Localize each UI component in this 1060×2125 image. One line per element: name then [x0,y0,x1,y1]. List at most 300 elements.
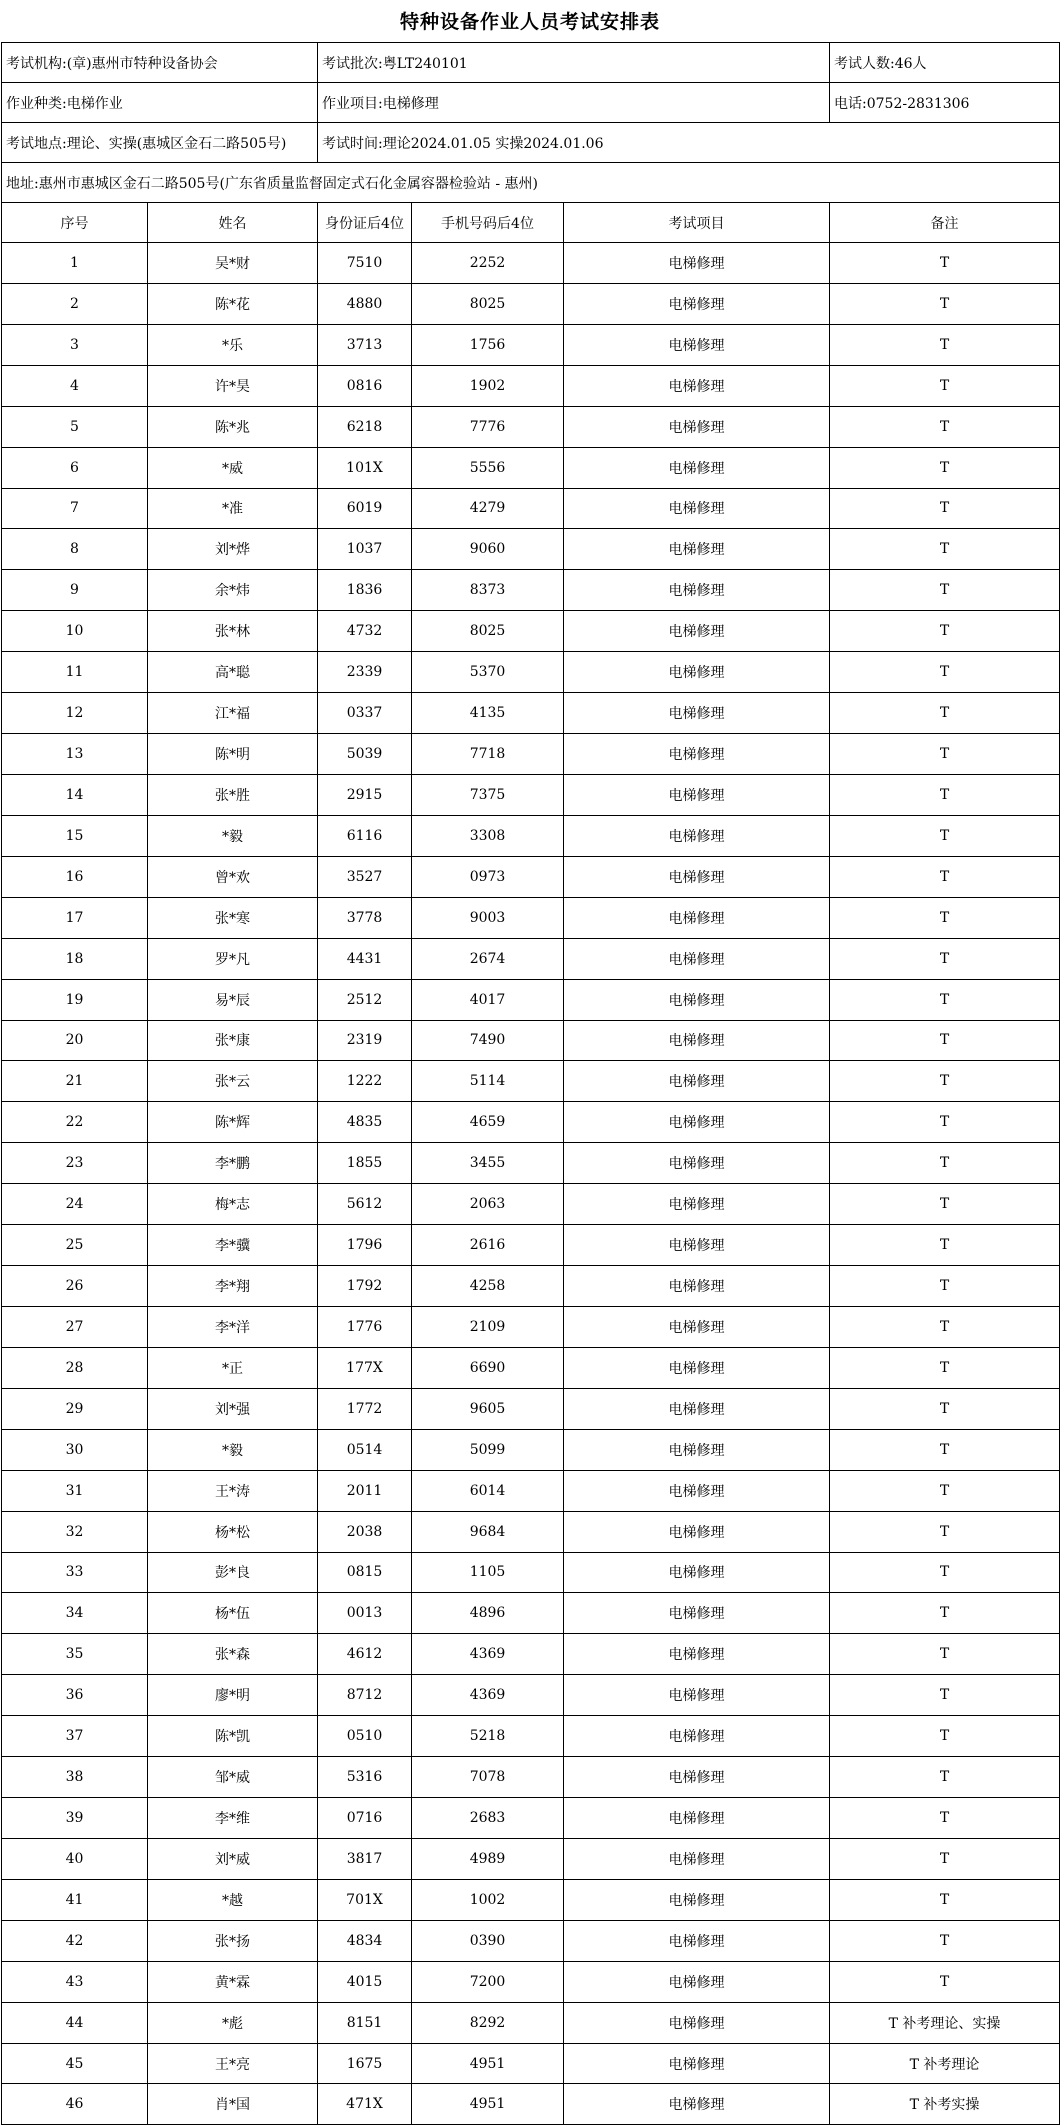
row-phone-last4: 9605 [412,1388,564,1429]
row-no: 42 [2,1920,148,1961]
table-row [2,1552,1060,1593]
row-phone-last4: 2683 [412,1798,564,1839]
table-row [2,1920,1060,1961]
row-phone-last4: 4279 [412,488,564,529]
table-row [2,406,1060,447]
row-memo: T [830,938,1060,979]
column-header-memo: 备注 [830,203,1060,243]
row-phone-last4: 1105 [412,1552,564,1593]
table-row [2,1716,1060,1757]
row-subject: 电梯修理 [564,2084,830,2125]
row-name: 王*涛 [148,1470,318,1511]
row-id-last4: 4834 [318,1920,412,1961]
row-memo: T [830,815,1060,856]
row-memo: T [830,734,1060,775]
table-row [2,283,1060,324]
row-id-last4: 5316 [318,1757,412,1798]
row-phone-last4: 0973 [412,856,564,897]
row-name: 邹*威 [148,1757,318,1798]
row-subject: 电梯修理 [564,611,830,652]
row-id-last4: 4880 [318,283,412,324]
row-no: 9 [2,570,148,611]
row-phone-last4: 7776 [412,406,564,447]
row-id-last4: 101X [318,447,412,488]
row-name: *威 [148,447,318,488]
row-phone-last4: 5099 [412,1429,564,1470]
row-name: 易*辰 [148,979,318,1020]
column-header-row [2,203,1060,243]
row-id-last4: 8712 [318,1675,412,1716]
row-id-last4: 1675 [318,2043,412,2084]
row-no: 29 [2,1388,148,1429]
row-name: 肖*国 [148,2084,318,2125]
row-memo: T [830,652,1060,693]
row-memo: T [830,1757,1060,1798]
row-name: *乐 [148,324,318,365]
row-no: 38 [2,1757,148,1798]
row-subject: 电梯修理 [564,1388,830,1429]
row-no: 45 [2,2043,148,2084]
row-phone-last4: 5218 [412,1716,564,1757]
info-row-1 [2,43,1060,83]
row-no: 12 [2,693,148,734]
table-row [2,1388,1060,1429]
row-id-last4: 4612 [318,1634,412,1675]
row-memo: T [830,856,1060,897]
row-id-last4: 3817 [318,1838,412,1879]
table-row [2,774,1060,815]
row-memo: T [830,406,1060,447]
row-phone-last4: 7718 [412,734,564,775]
row-id-last4: 177X [318,1347,412,1388]
table-row [2,1306,1060,1347]
row-phone-last4: 5370 [412,652,564,693]
row-no: 39 [2,1798,148,1839]
row-subject: 电梯修理 [564,938,830,979]
row-subject: 电梯修理 [564,1757,830,1798]
schedule-table [1,42,1060,2125]
row-phone-last4: 3455 [412,1143,564,1184]
page-title: 特种设备作业人员考试安排表 [399,11,660,33]
row-id-last4: 2512 [318,979,412,1020]
row-no: 23 [2,1143,148,1184]
row-id-last4: 0337 [318,693,412,734]
row-phone-last4: 4369 [412,1675,564,1716]
table-row [2,1511,1060,1552]
row-memo: T [830,529,1060,570]
row-memo: T [830,1061,1060,1102]
row-phone-last4: 2063 [412,1184,564,1225]
row-subject: 电梯修理 [564,1061,830,1102]
row-name: *毅 [148,1429,318,1470]
table-row [2,1020,1060,1061]
row-id-last4: 1222 [318,1061,412,1102]
row-memo: T [830,1225,1060,1266]
row-subject: 电梯修理 [564,1838,830,1879]
table-row [2,570,1060,611]
row-subject: 电梯修理 [564,1879,830,1920]
row-memo: T [830,1716,1060,1757]
table-row [2,1961,1060,2002]
row-id-last4: 1037 [318,529,412,570]
row-id-last4: 6218 [318,406,412,447]
row-name: 李*洋 [148,1306,318,1347]
table-row [2,897,1060,938]
row-memo: T [830,1838,1060,1879]
row-memo: T 补考理论、实操 [830,2002,1060,2043]
row-id-last4: 0013 [318,1593,412,1634]
row-phone-last4: 9003 [412,897,564,938]
table-row [2,856,1060,897]
row-name: 江*福 [148,693,318,734]
row-id-last4: 6116 [318,815,412,856]
row-phone-last4: 4989 [412,1838,564,1879]
row-phone-last4: 7375 [412,774,564,815]
row-name: 黄*霖 [148,1961,318,2002]
row-phone-last4: 2109 [412,1306,564,1347]
row-subject: 电梯修理 [564,1593,830,1634]
row-subject: 电梯修理 [564,243,830,284]
row-no: 34 [2,1593,148,1634]
row-name: 陈*花 [148,283,318,324]
row-phone-last4: 3308 [412,815,564,856]
column-header-id: 身份证后4位 [318,203,412,243]
row-subject: 电梯修理 [564,1470,830,1511]
row-name: 陈*辉 [148,1102,318,1143]
contact-phone: 电话:0752-2831306 [830,83,1060,123]
row-name: 陈*兆 [148,406,318,447]
row-name: 吴*财 [148,243,318,284]
row-no: 14 [2,774,148,815]
table-row [2,1798,1060,1839]
table-row [2,815,1060,856]
table-row [2,447,1060,488]
table-row [2,734,1060,775]
row-phone-last4: 9684 [412,1511,564,1552]
table-row [2,324,1060,365]
row-id-last4: 2915 [318,774,412,815]
exam-address: 地址:惠州市惠城区金石二路505号(广东省质量监督固定式石化金属容器检验站 - 惠州) [2,163,1060,203]
row-no: 10 [2,611,148,652]
row-phone-last4: 1902 [412,365,564,406]
row-no: 4 [2,365,148,406]
row-no: 20 [2,1020,148,1061]
exam-batch: 考试批次:粤LT240101 [318,43,830,83]
row-no: 35 [2,1634,148,1675]
row-phone-last4: 4135 [412,693,564,734]
column-header-name: 姓名 [148,203,318,243]
row-id-last4: 5612 [318,1184,412,1225]
table-row [2,2002,1060,2043]
row-subject: 电梯修理 [564,1102,830,1143]
row-name: 曾*欢 [148,856,318,897]
row-name: 刘*烨 [148,529,318,570]
row-id-last4: 4431 [318,938,412,979]
row-name: 李*鹏 [148,1143,318,1184]
row-memo: T [830,1470,1060,1511]
row-memo: T [830,1388,1060,1429]
row-name: 李*翔 [148,1266,318,1307]
row-no: 46 [2,2084,148,2125]
row-name: 刘*威 [148,1838,318,1879]
table-row [2,1102,1060,1143]
row-phone-last4: 6690 [412,1347,564,1388]
row-id-last4: 4732 [318,611,412,652]
row-phone-last4: 8292 [412,2002,564,2043]
row-memo: T [830,1184,1060,1225]
row-subject: 电梯修理 [564,324,830,365]
row-subject: 电梯修理 [564,365,830,406]
row-no: 22 [2,1102,148,1143]
row-subject: 电梯修理 [564,1225,830,1266]
row-name: 罗*凡 [148,938,318,979]
row-name: 刘*强 [148,1388,318,1429]
row-no: 43 [2,1961,148,2002]
row-id-last4: 0816 [318,365,412,406]
row-no: 26 [2,1266,148,1307]
row-memo: T [830,243,1060,284]
row-phone-last4: 5114 [412,1061,564,1102]
row-subject: 电梯修理 [564,1552,830,1593]
row-no: 6 [2,447,148,488]
row-phone-last4: 7490 [412,1020,564,1061]
row-memo: T [830,1347,1060,1388]
row-phone-last4: 4017 [412,979,564,1020]
row-phone-last4: 8373 [412,570,564,611]
table-row [2,1757,1060,1798]
row-id-last4: 1776 [318,1306,412,1347]
row-id-last4: 471X [318,2084,412,2125]
column-header-phone: 手机号码后4位 [412,203,564,243]
row-id-last4: 8151 [318,2002,412,2043]
row-id-last4: 3778 [318,897,412,938]
row-no: 27 [2,1306,148,1347]
row-name: 杨*伍 [148,1593,318,1634]
row-no: 17 [2,897,148,938]
row-name: 张*康 [148,1020,318,1061]
row-subject: 电梯修理 [564,2043,830,2084]
row-no: 36 [2,1675,148,1716]
row-subject: 电梯修理 [564,2002,830,2043]
row-subject: 电梯修理 [564,734,830,775]
row-id-last4: 3527 [318,856,412,897]
row-id-last4: 701X [318,1879,412,1920]
row-memo: T [830,1920,1060,1961]
row-no: 28 [2,1347,148,1388]
row-subject: 电梯修理 [564,1920,830,1961]
row-id-last4: 1772 [318,1388,412,1429]
row-id-last4: 3713 [318,324,412,365]
row-phone-last4: 5556 [412,447,564,488]
row-phone-last4: 1002 [412,1879,564,1920]
row-id-last4: 0510 [318,1716,412,1757]
row-no: 7 [2,488,148,529]
table-row [2,488,1060,529]
row-phone-last4: 4258 [412,1266,564,1307]
row-name: 许*昊 [148,365,318,406]
table-row [2,1879,1060,1920]
row-id-last4: 6019 [318,488,412,529]
table-row [2,1266,1060,1307]
table-row [2,1429,1060,1470]
info-row-3 [2,123,1060,163]
table-row [2,1593,1060,1634]
row-no: 44 [2,2002,148,2043]
row-no: 25 [2,1225,148,1266]
row-phone-last4: 4896 [412,1593,564,1634]
row-memo: T [830,1593,1060,1634]
row-no: 1 [2,243,148,284]
table-row [2,243,1060,284]
exam-org: 考试机构:(章)惠州市特种设备协会 [2,43,318,83]
row-memo: T [830,1429,1060,1470]
row-subject: 电梯修理 [564,283,830,324]
column-header-subject: 考试项目 [564,203,830,243]
row-no: 31 [2,1470,148,1511]
row-memo: T 补考实操 [830,2084,1060,2125]
row-memo: T [830,283,1060,324]
work-category: 作业种类:电梯作业 [2,83,318,123]
row-id-last4: 4835 [318,1102,412,1143]
row-memo: T [830,1266,1060,1307]
row-subject: 电梯修理 [564,1184,830,1225]
table-row [2,652,1060,693]
row-name: 高*聪 [148,652,318,693]
row-memo: T [830,611,1060,652]
row-name: 廖*明 [148,1675,318,1716]
row-subject: 电梯修理 [564,1306,830,1347]
row-id-last4: 4015 [318,1961,412,2002]
row-no: 33 [2,1552,148,1593]
row-subject: 电梯修理 [564,488,830,529]
row-name: *彪 [148,2002,318,2043]
row-subject: 电梯修理 [564,1716,830,1757]
row-memo: T 补考理论 [830,2043,1060,2084]
row-no: 15 [2,815,148,856]
row-subject: 电梯修理 [564,570,830,611]
row-phone-last4: 8025 [412,611,564,652]
row-no: 16 [2,856,148,897]
row-memo: T [830,1675,1060,1716]
row-subject: 电梯修理 [564,406,830,447]
table-row [2,1675,1060,1716]
table-row [2,1143,1060,1184]
row-phone-last4: 6014 [412,1470,564,1511]
row-subject: 电梯修理 [564,1143,830,1184]
row-no: 19 [2,979,148,1020]
exam-place: 考试地点:理论、实操(惠城区金石二路505号) [2,123,318,163]
table-row [2,1470,1060,1511]
row-no: 3 [2,324,148,365]
table-row [2,938,1060,979]
row-name: *正 [148,1347,318,1388]
row-subject: 电梯修理 [564,447,830,488]
row-phone-last4: 4951 [412,2043,564,2084]
row-name: *准 [148,488,318,529]
table-row [2,1634,1060,1675]
exam-count: 考试人数:46人 [830,43,1060,83]
row-no: 30 [2,1429,148,1470]
row-memo: T [830,1511,1060,1552]
row-phone-last4: 1756 [412,324,564,365]
row-subject: 电梯修理 [564,815,830,856]
row-name: *毅 [148,815,318,856]
row-name: 张*寒 [148,897,318,938]
row-no: 41 [2,1879,148,1920]
table-body [2,243,1060,2125]
row-id-last4: 1836 [318,570,412,611]
row-id-last4: 2339 [318,652,412,693]
info-row-2 [2,83,1060,123]
row-phone-last4: 4369 [412,1634,564,1675]
row-memo: T [830,447,1060,488]
row-memo: T [830,1552,1060,1593]
exam-time: 考试时间:理论2024.01.05 实操2024.01.06 [318,123,1060,163]
row-memo: T [830,774,1060,815]
row-memo: T [830,488,1060,529]
row-id-last4: 0514 [318,1429,412,1470]
row-memo: T [830,1798,1060,1839]
row-phone-last4: 0390 [412,1920,564,1961]
row-no: 21 [2,1061,148,1102]
row-phone-last4: 9060 [412,529,564,570]
row-name: 张*林 [148,611,318,652]
row-memo: T [830,1634,1060,1675]
row-no: 13 [2,734,148,775]
row-id-last4: 0815 [318,1552,412,1593]
table-row [2,1838,1060,1879]
row-name: 张*扬 [148,1920,318,1961]
table-row [2,365,1060,406]
row-no: 40 [2,1838,148,1879]
row-memo: T [830,570,1060,611]
row-name: 李*骥 [148,1225,318,1266]
row-memo: T [830,897,1060,938]
row-no: 24 [2,1184,148,1225]
work-item: 作业项目:电梯修理 [318,83,830,123]
table-row [2,2043,1060,2084]
row-name: 王*亮 [148,2043,318,2084]
row-no: 32 [2,1511,148,1552]
row-subject: 电梯修理 [564,1511,830,1552]
row-id-last4: 2038 [318,1511,412,1552]
row-id-last4: 0716 [318,1798,412,1839]
row-subject: 电梯修理 [564,652,830,693]
row-memo: T [830,324,1060,365]
row-name: 陈*凯 [148,1716,318,1757]
row-subject: 电梯修理 [564,1798,830,1839]
row-name: 张*云 [148,1061,318,1102]
row-memo: T [830,1102,1060,1143]
row-name: 陈*明 [148,734,318,775]
row-memo: T [830,1961,1060,2002]
row-phone-last4: 4659 [412,1102,564,1143]
row-phone-last4: 7078 [412,1757,564,1798]
row-subject: 电梯修理 [564,1266,830,1307]
row-id-last4: 5039 [318,734,412,775]
row-phone-last4: 2674 [412,938,564,979]
table-row [2,1347,1060,1388]
row-phone-last4: 2616 [412,1225,564,1266]
row-subject: 电梯修理 [564,1634,830,1675]
row-name: 彭*良 [148,1552,318,1593]
row-id-last4: 2319 [318,1020,412,1061]
row-subject: 电梯修理 [564,979,830,1020]
row-memo: T [830,979,1060,1020]
table-row [2,611,1060,652]
row-subject: 电梯修理 [564,1020,830,1061]
row-no: 2 [2,283,148,324]
